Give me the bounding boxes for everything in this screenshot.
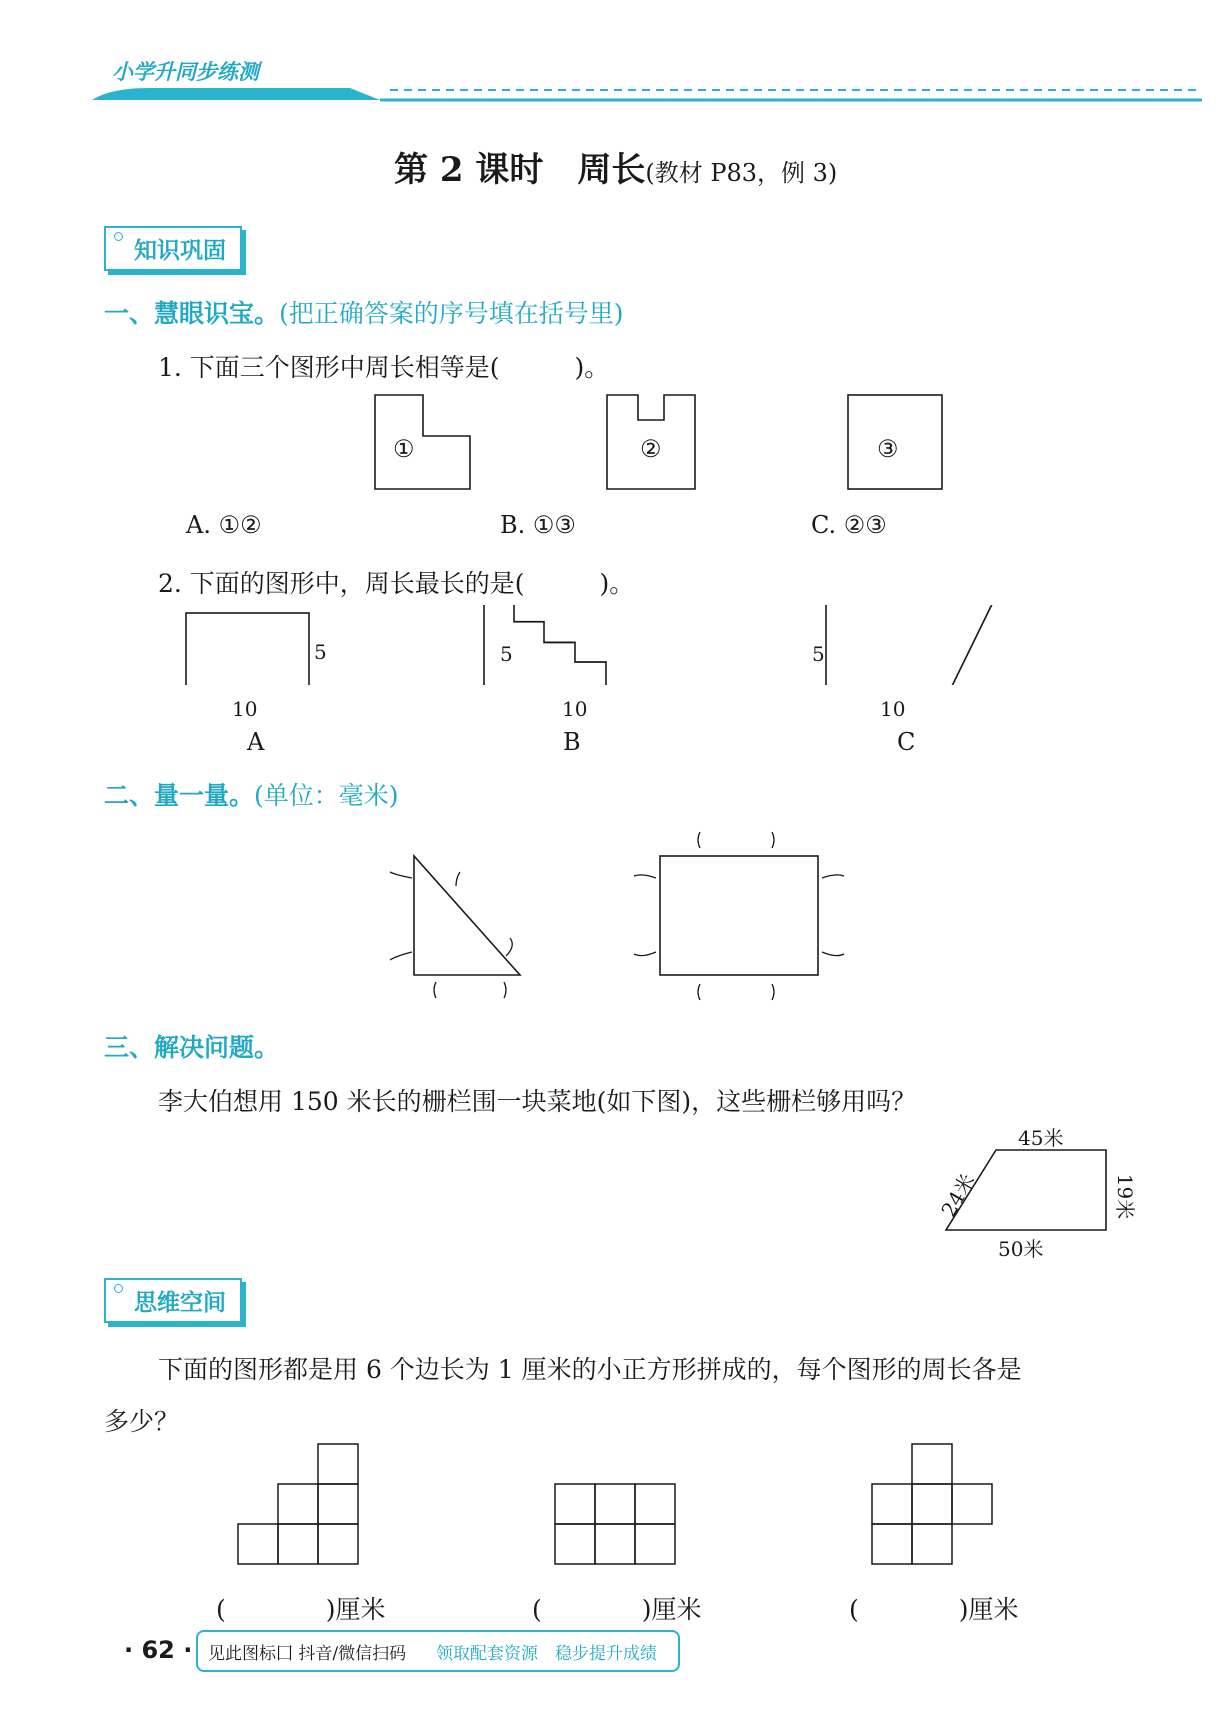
square-figures bbox=[230, 1440, 1020, 1570]
figure3-answer[interactable]: ( )厘米 bbox=[849, 1595, 1019, 1624]
plot-top-length: 45米 bbox=[1018, 1126, 1064, 1150]
shape-a-rect bbox=[186, 613, 309, 685]
measure-rectangle bbox=[660, 856, 818, 975]
footer-banner-text: 见此图标囗 抖音/微信扫码 bbox=[208, 1644, 407, 1664]
shape-c-trapezoid bbox=[826, 605, 993, 685]
q1-text: 1. 下面三个图形中周长相等是( )。 bbox=[158, 353, 610, 382]
shape1-label: ① bbox=[393, 435, 415, 463]
knowledge-badge bbox=[104, 226, 242, 271]
knowledge-badge-label: 知识巩固 bbox=[134, 237, 226, 264]
shape-c-letter: C bbox=[897, 728, 916, 756]
footer-banner-accent: 领取配套资源 稳步提升成绩 bbox=[436, 1644, 657, 1664]
q1-option-b: B. ①③ bbox=[500, 511, 576, 539]
shape-l bbox=[375, 395, 470, 489]
figure1-staircase bbox=[238, 1444, 358, 1564]
shape-a-height: 5 bbox=[314, 640, 327, 664]
shape2-label: ② bbox=[640, 435, 662, 463]
section1-heading-text: 一、慧眼识宝。 bbox=[104, 299, 280, 328]
figure2-answer[interactable]: ( )厘米 bbox=[532, 1595, 702, 1624]
section3-problem: 李大伯想用 150 米长的栅栏围一块菜地(如下图)，这些栅栏够用吗？ bbox=[158, 1087, 917, 1116]
shape-b-width: 10 bbox=[562, 697, 588, 721]
q2-figures bbox=[170, 605, 1010, 685]
section1-heading bbox=[104, 294, 624, 330]
section2-note: (单位：毫米) bbox=[254, 781, 399, 810]
section1-note: (把正确答案的序号填在括号里) bbox=[279, 299, 624, 328]
plot-right-length: 19米 bbox=[1113, 1173, 1138, 1220]
series-name: 小学升同步练测 bbox=[112, 59, 259, 84]
section3-heading: 三、解决问题。 bbox=[104, 1033, 280, 1062]
lesson-title-ref: (教材 P83，例 3) bbox=[645, 159, 838, 187]
q1-option-a: A. ①② bbox=[186, 511, 262, 539]
footer-banner bbox=[196, 1630, 680, 1672]
thinking-badge bbox=[104, 1278, 242, 1323]
q2-text: 2. 下面的图形中，周长最长的是( )。 bbox=[158, 569, 635, 598]
lesson-title bbox=[394, 142, 837, 191]
shape-a-width: 10 bbox=[232, 697, 258, 721]
thinking-badge-label: 思维空间 bbox=[134, 1289, 226, 1316]
shape3-label: ③ bbox=[877, 435, 899, 463]
q1-option-c: C. ②③ bbox=[811, 511, 887, 539]
thinking-problem: 下面的图形都是用 6 个边长为 1 厘米的小正方形拼成的，每个图形的周长各是 bbox=[158, 1355, 1022, 1384]
plot-left-length: 24米 bbox=[936, 1169, 980, 1221]
section2-heading bbox=[104, 776, 399, 812]
figure2-block bbox=[555, 1484, 675, 1564]
figure1-answer[interactable]: ( )厘米 bbox=[216, 1595, 386, 1624]
page-number: · 62 · bbox=[124, 1636, 193, 1664]
shape-c-width: 10 bbox=[880, 697, 906, 721]
lesson-title-main: 第 2 课时 周长 bbox=[394, 150, 646, 190]
measure-figures bbox=[380, 820, 860, 1010]
badge-dot-icon bbox=[114, 232, 123, 241]
badge-dot-icon bbox=[114, 1284, 123, 1293]
section2-heading-text: 二、量一量。 bbox=[104, 781, 255, 810]
header-rule bbox=[90, 78, 1205, 104]
measure-triangle bbox=[414, 856, 520, 975]
figure3-cross bbox=[872, 1444, 992, 1564]
shape-b-letter: B bbox=[563, 728, 581, 756]
thinking-problem-cont: 多少？ bbox=[104, 1407, 180, 1436]
shape-a-letter: A bbox=[247, 728, 265, 756]
plot-bottom-length: 50米 bbox=[998, 1237, 1044, 1261]
shape-b-height: 5 bbox=[500, 642, 513, 666]
shape-c-height: 5 bbox=[812, 642, 825, 666]
